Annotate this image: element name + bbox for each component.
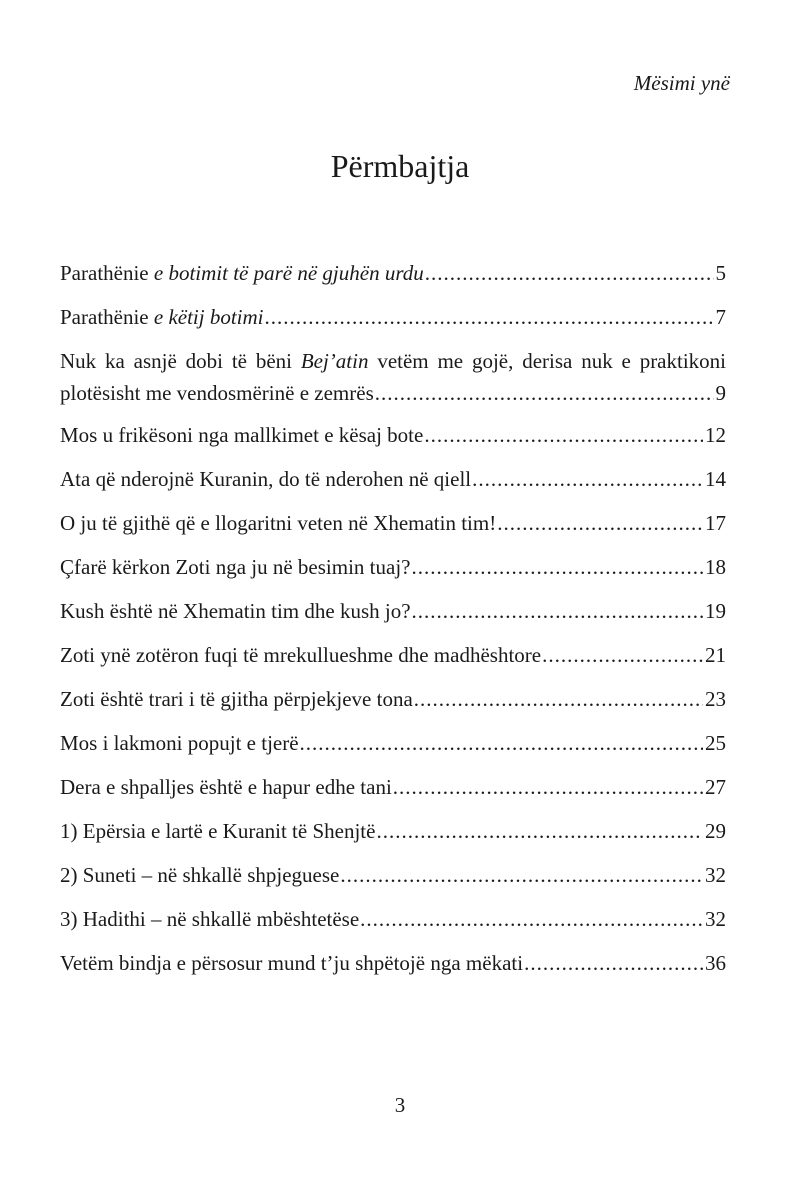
dot-leader — [414, 683, 703, 715]
toc-entry-title: 2) Suneti – në shkallë shpjeguese — [60, 863, 340, 887]
toc-entry-title: Mos u frikësoni nga mallkimet e kësaj bote — [60, 423, 424, 447]
toc-entry-title: Parathënie — [60, 261, 154, 285]
toc-entry[interactable] — [60, 551, 726, 583]
toc-entry[interactable] — [60, 727, 726, 759]
toc-entry-title: Kush është në Xhematin tim dhe kush jo? — [60, 599, 411, 623]
table-of-contents — [60, 257, 726, 991]
dot-leader — [265, 301, 714, 333]
running-head: Mësimi ynë — [633, 71, 730, 95]
toc-page-number: 25 — [705, 731, 726, 755]
toc-page-number: 17 — [705, 511, 726, 535]
dot-leader — [412, 595, 703, 627]
toc-entry[interactable] — [60, 859, 726, 891]
toc-page-number: 9 — [715, 381, 726, 405]
dot-leader — [411, 551, 703, 583]
toc-entry-title-italic: Bej’atin — [300, 349, 369, 373]
toc-page-number: 29 — [705, 819, 726, 843]
dot-leader — [375, 377, 714, 409]
toc-page-number: 23 — [705, 687, 726, 711]
dot-leader — [376, 815, 703, 847]
toc-entry[interactable] — [60, 815, 726, 847]
toc-entry[interactable] — [60, 683, 726, 715]
toc-entry-title-italic: e këtij botimi — [153, 305, 264, 329]
toc-entry[interactable] — [60, 947, 726, 979]
toc-entry-title: Zoti ynë zotëron fuqi të mrekullueshme dhe madhështore — [60, 643, 542, 667]
dot-leader — [393, 771, 703, 803]
toc-entry-title: Vetëm bindja e përsosur mund t’ju shpëtojë nga mëkati — [60, 951, 524, 975]
page-title: Përmbajtja — [330, 148, 470, 184]
toc-page-number: 36 — [705, 951, 726, 975]
toc-page-number: 32 — [705, 907, 726, 931]
dot-leader — [340, 859, 703, 891]
toc-page-number: 19 — [705, 599, 726, 623]
toc-entry[interactable] — [60, 257, 726, 289]
toc-entry-title: Parathënie — [60, 305, 154, 329]
dot-leader — [472, 463, 703, 495]
toc-entry-title: Dera e shpalljes është e hapur edhe tani — [60, 775, 392, 799]
dot-leader — [497, 507, 703, 539]
dot-leader — [524, 947, 703, 979]
toc-page-number: 32 — [705, 863, 726, 887]
toc-entry[interactable] — [60, 419, 726, 451]
toc-entry-title: Mos i lakmoni popujt e tjerë — [60, 731, 299, 755]
toc-entry[interactable] — [60, 463, 726, 495]
dot-leader — [360, 903, 703, 935]
toc-page-number: 12 — [705, 423, 726, 447]
toc-page-number: 21 — [705, 643, 726, 667]
toc-entry-title-italic: e botimit të parë në gjuhën urdu — [153, 261, 424, 285]
toc-page-number: 18 — [705, 555, 726, 579]
toc-entry[interactable] — [60, 301, 726, 333]
dot-leader — [425, 257, 714, 289]
toc-entry-title: Ata që nderojnë Kuranin, do të nderohen në qiell — [60, 467, 472, 491]
toc-entry-title: 1) Epërsia e lartë e Kuranit të Shenjtë — [60, 819, 376, 843]
toc-entry[interactable] — [60, 903, 726, 935]
page-number: 3 — [394, 1093, 406, 1117]
toc-page-number: 5 — [715, 261, 726, 285]
toc-entry[interactable] — [60, 771, 726, 803]
toc-page-number: 7 — [715, 305, 726, 329]
toc-page-number: 14 — [705, 467, 726, 491]
toc-entry[interactable] — [60, 507, 726, 539]
toc-entry-title: O ju të gjithë që e llogaritni veten në Xhematin tim! — [60, 511, 497, 535]
toc-entry-title: 3) Hadithi – në shkallë mbështetëse — [60, 907, 360, 931]
dot-leader — [300, 727, 703, 759]
toc-entry[interactable] — [60, 639, 726, 671]
dot-leader — [424, 419, 703, 451]
toc-entry-title: Çfarë kërkon Zoti nga ju në besimin tuaj? — [60, 555, 411, 579]
toc-entry-title: Zoti është trari i të gjitha përpjekjeve tona — [60, 687, 413, 711]
toc-entry[interactable] — [60, 345, 726, 409]
toc-entry[interactable] — [60, 595, 726, 627]
dot-leader — [542, 639, 703, 671]
toc-entry-title-line-2: plotësisht me vendosmërinë e zemrës — [60, 381, 374, 405]
toc-page-number: 27 — [705, 775, 726, 799]
toc-entry-title-line-1: Nuk ka asnjë dobi të bëni Bej’atin vetëm me gojë, derisa nuk e praktikoni — [60, 349, 727, 373]
